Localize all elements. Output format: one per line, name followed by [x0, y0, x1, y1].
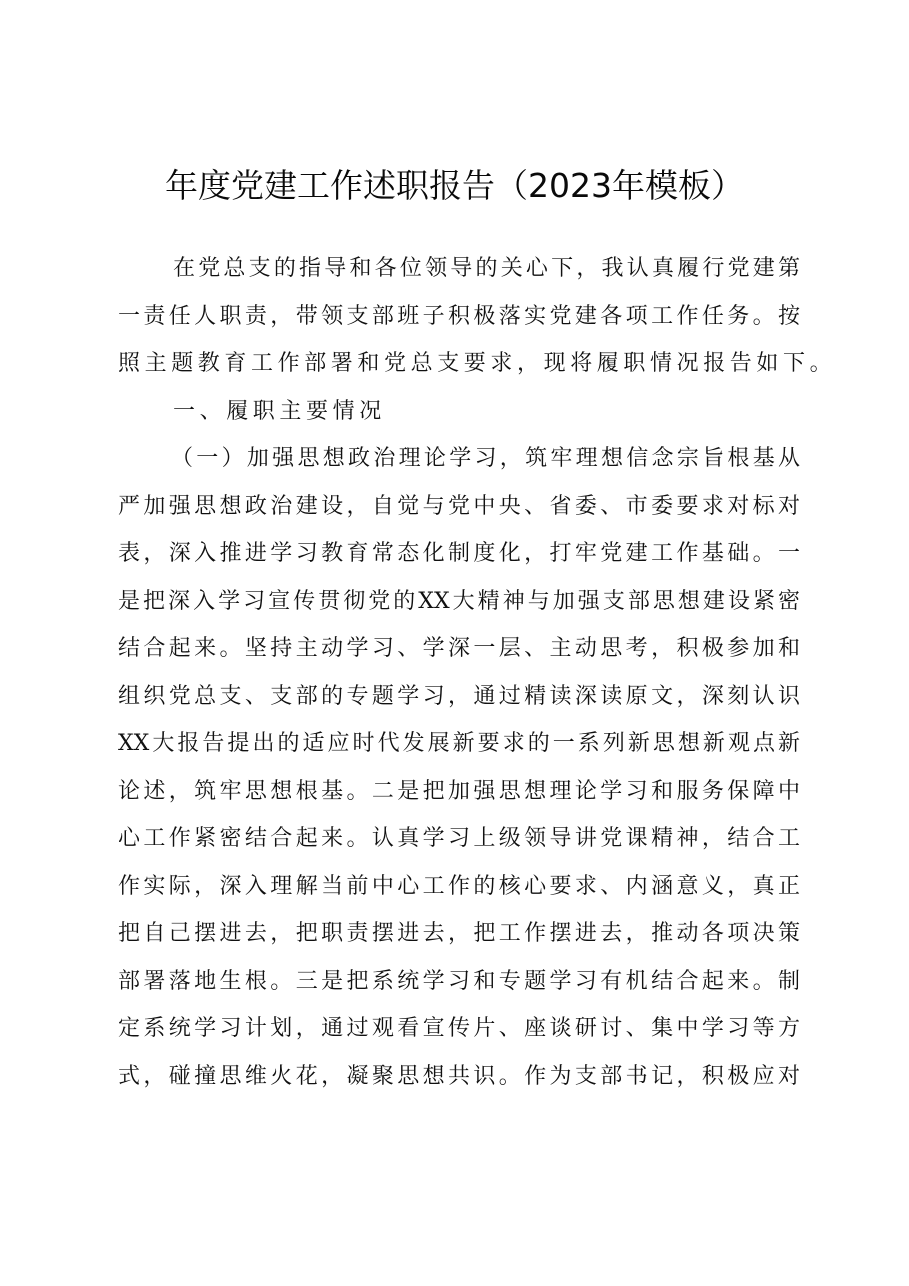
document-title: 年度党建工作述职报告（2023年模板）: [165, 166, 744, 205]
paragraph-line: 作实际，深入理解当前中心工作的核心要求、内涵意义，真正: [118, 873, 800, 899]
paragraph-line: 表，深入推进学习教育常态化制度化，打牢党建工作基础。一: [118, 541, 800, 566]
paragraph-line: 在党总支的指导和各位领导的关心下，我认真履行党建第: [173, 256, 800, 281]
section-heading: 一、履职主要情况: [173, 398, 386, 424]
paragraph-line: 是把深入学习宣传贯彻党的XX大精神与加强支部思想建设紧密: [118, 588, 800, 614]
subsection-heading-line: （一）加强思想政治理论学习，筑牢理想信念宗旨根基从: [171, 446, 800, 471]
paragraph-line: 心工作紧密结合起来。认真学习上级领导讲党课精神，结合工: [118, 826, 800, 851]
paragraph-line: 把自己摆进去，把职责摆进去，把工作摆进去，推动各项决策: [118, 921, 800, 946]
paragraph-line: 论述，筑牢思想根基。二是把加强思想理论学习和服务保障中: [118, 778, 800, 804]
paragraph-line: 一责任人职责，带领支部班子积极落实党建各项工作任务。按: [118, 303, 800, 329]
paragraph-line: 部署落地生根。三是把系统学习和专题学习有机结合起来。制: [118, 968, 800, 994]
paragraph-line: 定系统学习计划，通过观看宣传片、座谈研讨、集中学习等方: [118, 1016, 800, 1041]
paragraph-line: 结合起来。坚持主动学习、学深一层、主动思考，积极参加和: [118, 636, 800, 661]
paragraph-line: 照主题教育工作部署和党总支要求，现将履职情况报告如下。: [118, 351, 837, 376]
paragraph-line: 组织党总支、支部的专题学习，通过精读深读原文，深刻认识: [118, 683, 800, 709]
paragraph-line: 严加强思想政治建设，自觉与党中央、省委、市委要求对标对: [118, 493, 800, 519]
paragraph-line: XX大报告提出的适应时代发展新要求的一系列新思想新观点新: [118, 731, 800, 756]
document-body: [118, 245, 837, 1100]
paragraph-line: 式，碰撞思维火花，凝聚思想共识。作为支部书记，积极应对: [118, 1063, 800, 1089]
